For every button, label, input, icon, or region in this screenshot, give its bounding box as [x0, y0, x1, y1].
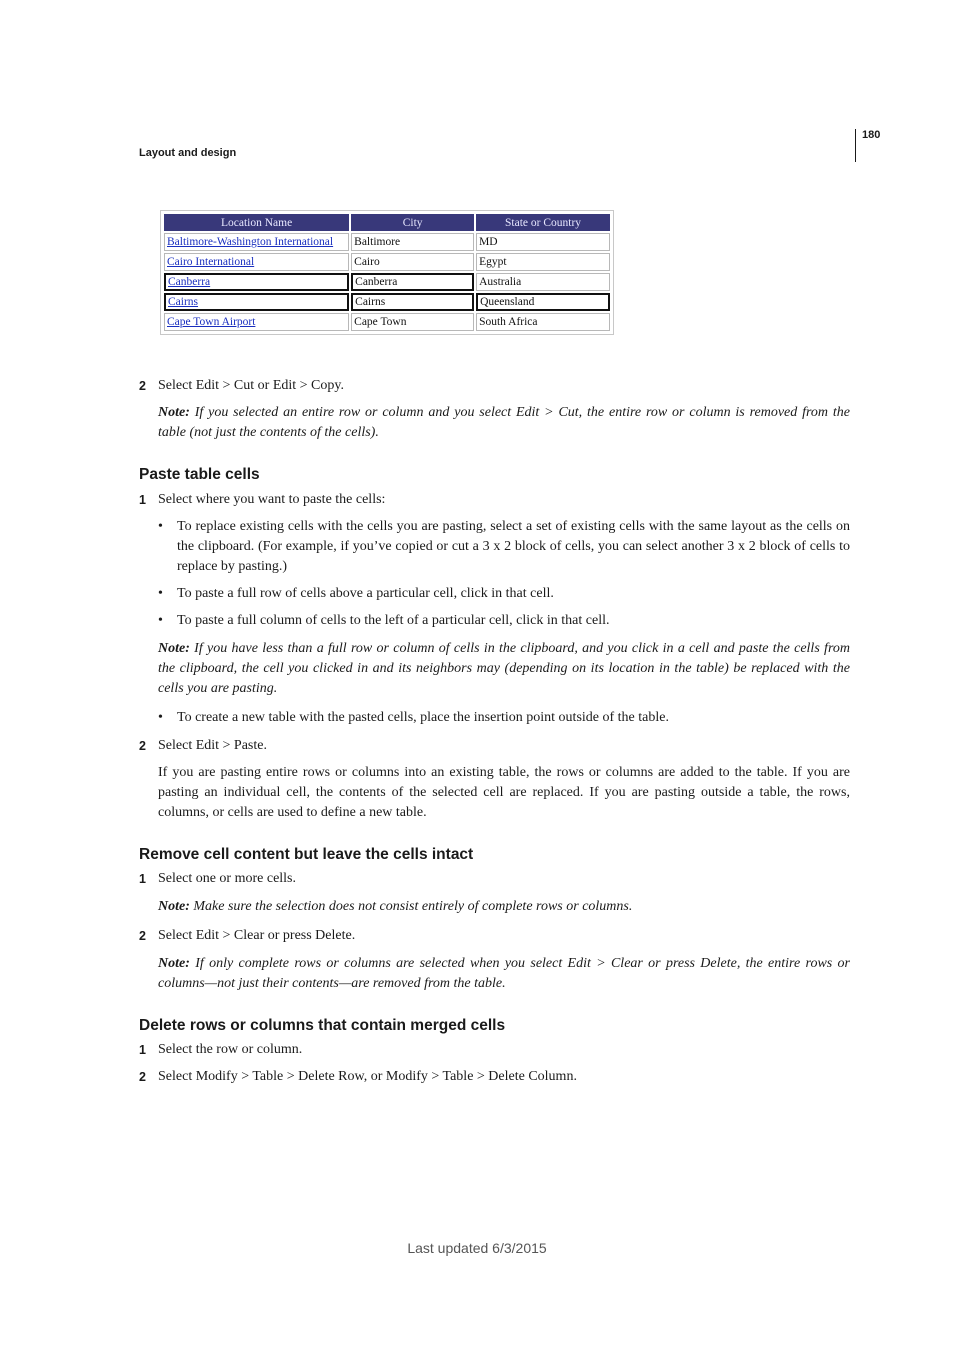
column-header: City: [351, 214, 474, 231]
step-text: Select Edit > Clear or press Delete.: [158, 928, 356, 943]
paragraph-paste-behavior: If you are pasting entire rows or columns into an existing table, the rows or columns are added to the table. If you are pasting an individual cell, the contents of the selected cell are replaced. If you are pasting outside a table, the rows, columns, or cells are used to define a new table.: [158, 765, 850, 820]
note-clear: [158, 954, 850, 994]
note-paste: [158, 639, 850, 699]
table-cell: Cairns: [351, 293, 474, 311]
bullet-text: To create a new table with the pasted cells, place the insertion point outside of the table.: [177, 710, 669, 725]
note-label: Note:: [158, 405, 190, 420]
table-cell: Cairns: [164, 293, 349, 311]
table-row: [164, 253, 610, 271]
table-cell: Cairo: [351, 253, 474, 271]
note-label: Note:: [158, 641, 190, 656]
table-row-selected: [164, 273, 610, 291]
table-cell: Baltimore: [351, 233, 474, 251]
step-number: 1: [139, 872, 146, 886]
list-item: • To create a new table with the pasted cells, place the insertion point outside of the table.: [158, 708, 850, 728]
table-cell: Australia: [476, 273, 610, 291]
note-selection: [158, 897, 850, 917]
column-header: State or Country: [476, 214, 610, 231]
heading-delete-rows-columns: Delete rows or columns that contain merged cells: [139, 1017, 506, 1034]
table-cell: MD: [476, 233, 610, 251]
step-number: 2: [139, 929, 146, 943]
footer-last-updated: Last updated 6/3/2015: [407, 1240, 547, 1256]
note-cut: [158, 403, 850, 443]
step-number: 2: [139, 1070, 146, 1084]
running-header-section: Layout and design: [139, 147, 237, 159]
heading-remove-cell-content: Remove cell content but leave the cells intact: [139, 846, 474, 863]
note-label: Note:: [158, 899, 190, 914]
locations-table: [162, 212, 612, 333]
table-cell: Cape Town Airport: [164, 313, 349, 331]
table-cell: Canberra: [164, 273, 349, 291]
table-cell: Cape Town: [351, 313, 474, 331]
list-item: • To replace existing cells with the cells you are pasting, select a set of existing cells with the same layout as the cells on the clipboard. (For example, if you’ve copied or cut a 3 x 2 block of cells, you can select another 3 x 2 block of cells to replace by pasting.): [158, 517, 850, 577]
note-label: Note:: [158, 956, 190, 971]
page-number: 180: [862, 129, 881, 141]
step-text: Select the row or column.: [158, 1042, 303, 1057]
table-row-selected: [164, 293, 610, 311]
header-divider: [855, 129, 856, 162]
column-header: Location Name: [164, 214, 349, 231]
note-text: If you selected an entire row or column and you select Edit > Cut, the entire row or column is removed from the table (not just the contents of the cells).: [158, 405, 850, 440]
step-number: 1: [139, 493, 146, 507]
step-number: 2: [139, 379, 146, 393]
step-text: Select one or more cells.: [158, 871, 297, 886]
step-text: Select Edit > Paste.: [158, 738, 267, 753]
note-text: If only complete rows or columns are selected when you select Edit > Clear or press Delete, the entire rows or columns—not just their contents—are removed from the table.: [158, 956, 850, 991]
table-cell: Baltimore-Washington International: [164, 233, 349, 251]
bullet-text: To paste a full column of cells to the left of a particular cell, click in that cell.: [177, 613, 610, 628]
note-text: If you have less than a full row or column of cells in the clipboard, and you click in a cell and paste the cells from the clipboard, the cell you clicked in and its neighbors may (depending on its location in the table) be replaced with the cells you are pasting.: [158, 641, 850, 696]
table-cell: South Africa: [476, 313, 610, 331]
table-cell: Canberra: [351, 273, 474, 291]
step-number: 1: [139, 1043, 146, 1057]
table-row: [164, 233, 610, 251]
table-screenshot: [160, 210, 614, 335]
step-number: 2: [139, 739, 146, 753]
table-cell: Egypt: [476, 253, 610, 271]
bullet-text: To replace existing cells with the cells you are pasting, select a set of existing cells with the same layout as the cells on the clipboard. (For example, if you’ve copied or cut a 3 x 2 block of cells, you can select another 3 x 2 block of cells to replace by pasting.): [177, 519, 850, 574]
table-row: [164, 313, 610, 331]
step-text: Select Edit > Cut or Edit > Copy.: [158, 378, 344, 393]
table-cell: Cairo International: [164, 253, 349, 271]
table-header-row: [164, 214, 610, 231]
heading-paste-table-cells: Paste table cells: [139, 466, 260, 483]
step-text: Select where you want to paste the cells:: [158, 492, 386, 507]
table-cell: Queensland: [476, 293, 610, 311]
note-text: Make sure the selection does not consist entirely of complete rows or columns.: [189, 899, 633, 914]
step-text: Select Modify > Table > Delete Row, or Modify > Table > Delete Column.: [158, 1069, 577, 1084]
bullet-text: To paste a full row of cells above a particular cell, click in that cell.: [177, 586, 554, 601]
list-item: • To paste a full column of cells to the left of a particular cell, click in that cell.: [158, 611, 850, 631]
list-item: • To paste a full row of cells above a particular cell, click in that cell.: [158, 584, 850, 604]
